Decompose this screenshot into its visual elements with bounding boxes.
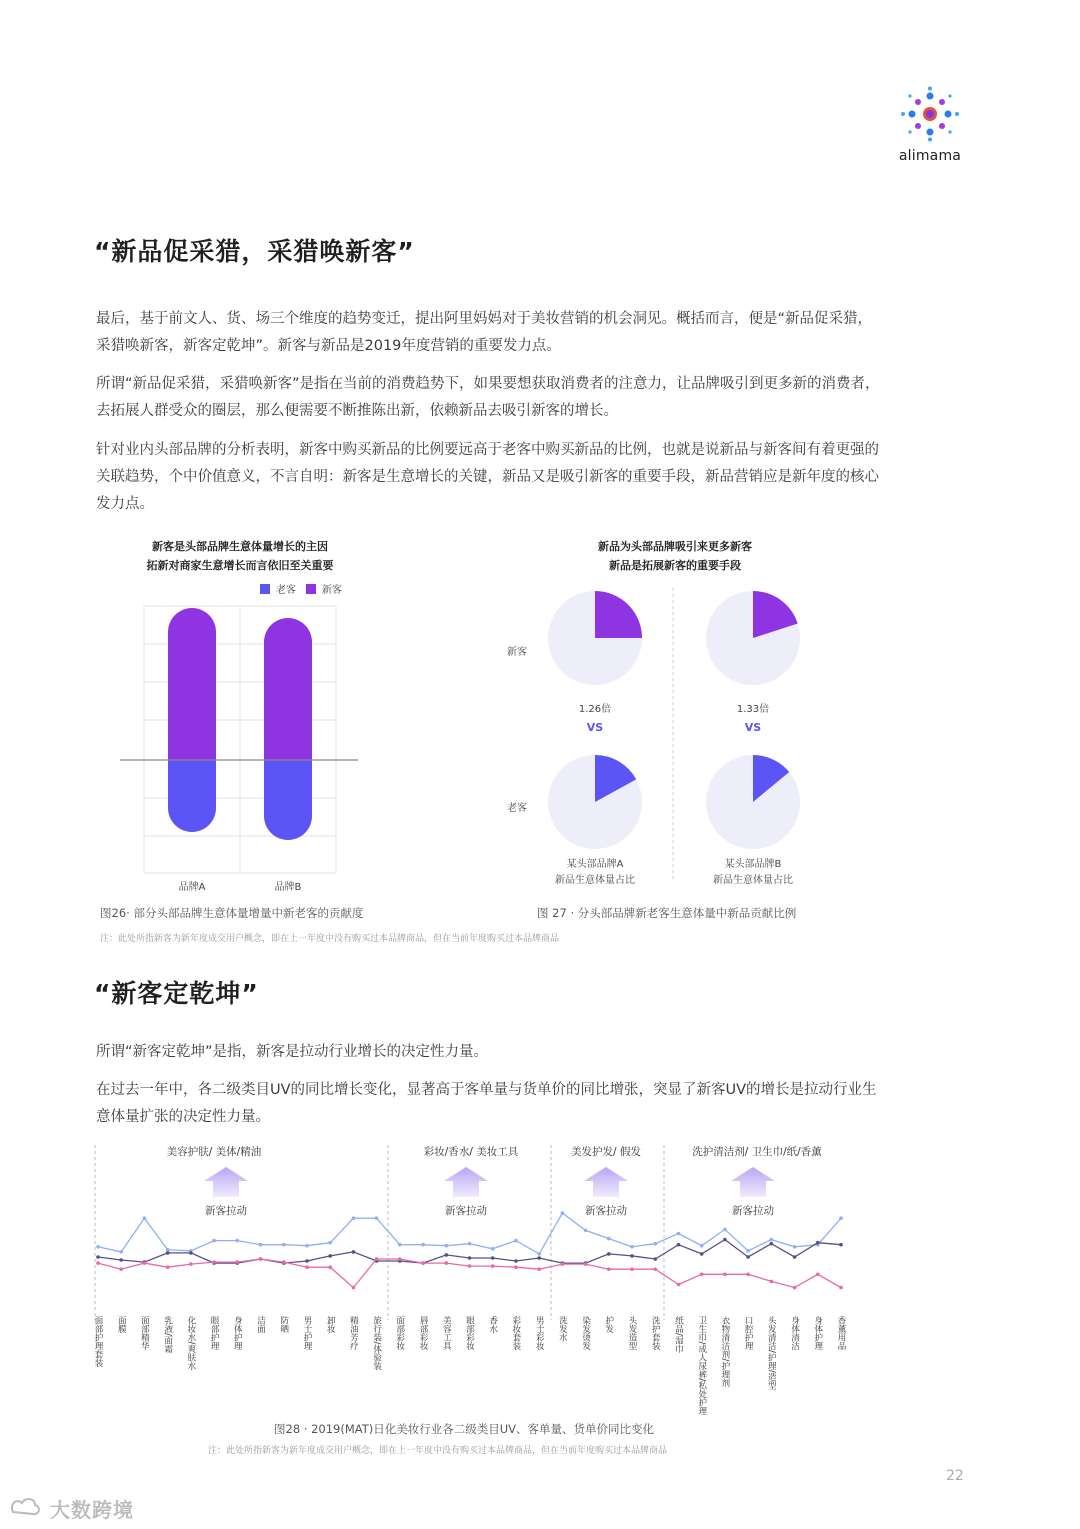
- series-point-2-7: [259, 1257, 263, 1261]
- x-label-29: 头发清洁/护理/造型: [766, 1316, 777, 1390]
- series-point-1-23: [630, 1254, 634, 1258]
- fig28-chart: [94, 1140, 854, 1420]
- legend-label-old: 老客: [276, 585, 296, 596]
- series-point-2-13: [398, 1257, 402, 1261]
- series-point-0-14: [421, 1243, 425, 1247]
- pull-arrow-3: [584, 1167, 628, 1197]
- series-point-0-5: [212, 1239, 216, 1243]
- series-point-0-27: [723, 1228, 727, 1232]
- legend-swatch-new: [306, 584, 316, 594]
- series-point-2-14: [421, 1261, 425, 1265]
- series-point-1-31: [816, 1241, 820, 1245]
- paragraph-4: 所谓“新客定乾坤”是指，新客是拉动行业增长的决定性力量。: [96, 1044, 489, 1060]
- series-point-1-25: [677, 1243, 681, 1247]
- series-point-2-32: [839, 1286, 843, 1290]
- series-point-2-23: [630, 1267, 634, 1271]
- series-point-2-20: [561, 1262, 565, 1266]
- alimama-logo: [890, 86, 970, 164]
- page-number: 22: [946, 1468, 964, 1484]
- x-label-5: 眼部护理: [209, 1316, 220, 1350]
- x-label-2: 面部精华: [139, 1316, 150, 1350]
- x-label-19: 男士彩妆: [534, 1316, 545, 1350]
- series-point-0-12: [375, 1216, 379, 1220]
- series-point-2-28: [746, 1273, 750, 1277]
- brand-b-label1: 某头部品牌B: [724, 859, 782, 870]
- series-point-0-6: [236, 1239, 240, 1243]
- series-point-2-6: [236, 1260, 240, 1264]
- paragraph-5: 在过去一年中，各二级类目UV的同比增长变化，显著高于客单量与货单价的同比增张，突显了新客UV的增长是拉动行业生意体量扩张的决定性力量。: [96, 1082, 877, 1125]
- series-point-1-28: [746, 1255, 750, 1259]
- pie-slice-0: [595, 591, 642, 638]
- series-point-1-9: [305, 1259, 309, 1263]
- series-point-2-11: [352, 1286, 356, 1290]
- group-head-cleaning: 洗护清洁剂/ 卫生巾/纸/香薰: [692, 1146, 822, 1158]
- series-point-0-30: [793, 1245, 797, 1249]
- fig26-bar-chart: [100, 578, 380, 898]
- x-label-23: 头发造型: [627, 1316, 637, 1350]
- series-point-0-13: [398, 1243, 402, 1247]
- series-point-2-10: [328, 1265, 332, 1269]
- watermark: [8, 1494, 134, 1523]
- ratio-brand-b: 1.33倍: [736, 704, 770, 715]
- series-point-1-24: [654, 1257, 658, 1261]
- x-label-1: 面膜: [116, 1316, 127, 1333]
- series-point-2-0: [96, 1261, 100, 1265]
- brand-a-label1: 某头部品牌A: [566, 859, 624, 870]
- series-point-2-30: [793, 1286, 797, 1290]
- x-label-26: 卫生巾/成人尿裤/私处护理: [696, 1316, 707, 1416]
- pull-label-2: 新客拉动: [445, 1205, 487, 1217]
- series-point-1-18: [514, 1259, 518, 1263]
- pies: [548, 591, 800, 849]
- series-point-2-5: [212, 1260, 216, 1264]
- series-point-0-3: [166, 1248, 170, 1252]
- series-point-0-22: [607, 1237, 611, 1241]
- series-point-0-23: [630, 1245, 634, 1249]
- series-point-1-3: [166, 1251, 170, 1255]
- bar-brand-a-old: [168, 760, 216, 832]
- series-point-1-17: [491, 1256, 495, 1260]
- brand-a-label2: 新品生意体量占比: [555, 875, 635, 886]
- series-point-0-24: [654, 1242, 658, 1246]
- series-point-1-0: [96, 1255, 100, 1259]
- section-heading-1: “新品促采猎，采猎唤新客”: [94, 237, 415, 266]
- x-label-21: 染发烫发: [580, 1316, 591, 1350]
- bar-brand-a-new: [168, 608, 216, 760]
- x-label-16: 眼部彩妆: [464, 1316, 475, 1350]
- row-label-old: 老客: [507, 803, 527, 814]
- series-point-0-9: [305, 1244, 309, 1248]
- pull-label-1: 新客拉动: [205, 1205, 247, 1217]
- series-point-1-16: [468, 1256, 472, 1260]
- series-point-1-30: [793, 1255, 797, 1259]
- series-point-1-26: [700, 1252, 704, 1256]
- paragraph-2: 所谓“新品促采猎，采猎唤新客”是指在当前的消费趋势下，如果要想获取消费者的注意力，让品牌吸引到更多新的消费者，去拓展人群受众的圈层，那么便需要不断推陈出新，依赖新品去吸引新客的增长。: [96, 376, 880, 419]
- x-label-8: 防晒: [278, 1316, 289, 1333]
- group-head-hair: 美发护发/ 假发: [571, 1146, 641, 1158]
- fig28-group-dividers: [95, 1145, 664, 1320]
- x-label-6: 身体护理: [232, 1316, 243, 1350]
- series-point-0-16: [468, 1242, 472, 1246]
- series-point-2-19: [537, 1267, 541, 1271]
- series-point-2-18: [514, 1265, 518, 1269]
- fig27-title-line1: 新品为头部品牌吸引来更多新客: [598, 540, 752, 553]
- series-line-0: [98, 1213, 841, 1254]
- x-label-22: 护发: [603, 1316, 614, 1333]
- series-point-2-15: [445, 1261, 449, 1265]
- legend-swatch-old: [260, 584, 270, 594]
- series-point-0-26: [700, 1244, 704, 1248]
- x-label-25: 纸品/湿巾: [673, 1316, 684, 1353]
- series-point-2-26: [700, 1273, 704, 1277]
- x-label-31: 身体护理: [812, 1316, 823, 1350]
- series-point-2-29: [770, 1280, 774, 1284]
- series-point-2-22: [607, 1267, 611, 1271]
- series-point-2-2: [143, 1261, 147, 1265]
- series-point-0-1: [119, 1250, 123, 1254]
- series-point-2-12: [375, 1257, 379, 1261]
- x-label-9: 男士护理: [302, 1316, 312, 1350]
- x-label-20: 洗发水: [557, 1316, 568, 1342]
- fig27-title-line2: 新品是拓展新客的重要手段: [609, 559, 741, 572]
- fig28-lines: [96, 1211, 843, 1289]
- series-point-2-27: [723, 1273, 727, 1277]
- series-point-1-32: [839, 1243, 843, 1247]
- vs-brand-b: VS: [744, 721, 762, 734]
- series-point-2-24: [654, 1267, 658, 1271]
- fig28-note: 注：此处所指新客为新年度成交用户概念，即在上一年度中没有购买过本品牌商品，但在当前年度购买过本品牌商品: [208, 1446, 668, 1456]
- x-label-3: 乳液/面霜: [162, 1316, 173, 1353]
- series-point-0-32: [839, 1216, 843, 1220]
- fig27-caption: 图 27 · 分头部品牌新老客生意体量中新品贡献比例: [537, 906, 797, 920]
- series-point-0-21: [584, 1229, 588, 1233]
- x-label-10: 卸妆: [325, 1316, 336, 1333]
- series-point-1-4: [189, 1251, 193, 1255]
- bar-brand-b-new: [264, 618, 312, 760]
- fig26-caption: 图26· 部分头部品牌生意体量增量中新老客的贡献度: [100, 906, 364, 920]
- ratio-brand-a: 1.26倍: [578, 704, 612, 715]
- x-label-13: 面部彩妆: [394, 1316, 405, 1350]
- fig26-note: 注：此处所指新客为新年度成交用户概念，即在上一年度中没有购买过本品牌商品，但在当前年度购买过本品牌商品: [100, 934, 560, 944]
- series-point-1-29: [770, 1242, 774, 1246]
- series-point-0-20: [561, 1211, 565, 1215]
- paragraph-1: 最后，基于前文人、货、场三个维度的趋势变迁，提出阿里妈妈对于美妆营销的机会洞见。概括而言，便是“新品促采猎，采猎唤新客，新客定乾坤”。新客与新品是2019年度营销的重要发力点。: [96, 311, 873, 354]
- alimama-logo-icon: [894, 86, 966, 142]
- fig26-title-line2: 拓新对商家生意增长而言依旧至关重要: [146, 559, 334, 572]
- bar-brand-b-old: [264, 760, 312, 840]
- x-label-32: 香薰用品: [836, 1316, 846, 1350]
- x-label-14: 唇部彩妆: [418, 1316, 429, 1350]
- x-label-18: 彩妆套装: [510, 1316, 521, 1350]
- section-heading-2: “新客定乾坤”: [94, 979, 259, 1008]
- watermark-text: 大数跨境: [49, 1498, 134, 1522]
- series-point-1-1: [119, 1258, 123, 1262]
- pull-label-3: 新客拉动: [585, 1205, 627, 1217]
- series-point-2-31: [816, 1273, 820, 1277]
- row-label-new: 新客: [507, 647, 527, 658]
- series-point-0-29: [770, 1238, 774, 1242]
- series-point-0-28: [746, 1249, 750, 1253]
- series-point-0-18: [514, 1239, 518, 1243]
- series-point-1-15: [445, 1253, 449, 1257]
- series-point-2-4: [189, 1262, 193, 1266]
- pull-label-4: 新客拉动: [732, 1205, 774, 1217]
- fig26-title: [100, 537, 380, 575]
- series-point-2-17: [491, 1264, 495, 1268]
- fig27-pie-chart: [495, 580, 825, 892]
- x-label-30: 身体清洁: [789, 1316, 800, 1350]
- x-label-brand-b: 品牌B: [274, 882, 302, 893]
- series-point-1-10: [328, 1254, 332, 1258]
- fig26-title-line1: 新客是头部品牌生意体量增长的主因: [152, 540, 328, 553]
- x-label-17: 香水: [487, 1316, 498, 1333]
- series-point-0-10: [328, 1241, 332, 1245]
- x-label-24: 洗护套装: [650, 1316, 661, 1350]
- x-label-12: 旅行装/体验装: [371, 1316, 382, 1370]
- fig28-caption: 图28 · 2019(MAT)日化美妆行业各二级类目UV、客单量、货单价同比变化: [274, 1422, 655, 1436]
- pull-arrows: [204, 1167, 775, 1197]
- series-point-2-8: [282, 1260, 286, 1264]
- watermark-icon: [8, 1495, 42, 1517]
- x-label-27: 衣物清洁剂/护理剂: [719, 1316, 730, 1387]
- series-point-0-0: [96, 1245, 100, 1249]
- fig27-title: [535, 537, 815, 575]
- pull-arrow-4: [731, 1167, 775, 1197]
- series-point-0-2: [143, 1216, 147, 1220]
- pull-arrow-2: [444, 1167, 488, 1197]
- brand-b-label2: 新品生意体量占比: [713, 875, 793, 886]
- vs-brand-a: VS: [586, 721, 604, 734]
- series-point-2-16: [468, 1264, 472, 1268]
- series-point-0-7: [259, 1243, 263, 1247]
- series-point-1-19: [537, 1256, 541, 1260]
- x-label-brand-a: 品牌A: [178, 882, 206, 893]
- series-point-2-3: [166, 1265, 170, 1269]
- series-point-1-27: [723, 1238, 727, 1242]
- x-label-11: 精油芳疗: [348, 1316, 359, 1350]
- series-point-0-11: [352, 1216, 356, 1220]
- x-label-15: 美容工具: [441, 1316, 452, 1350]
- group-head-skincare: 美容护肤/ 美体/精油: [166, 1146, 262, 1158]
- series-point-2-1: [119, 1267, 123, 1271]
- logo-text: alimama: [898, 148, 962, 164]
- x-label-28: 口腔护理: [743, 1316, 754, 1350]
- series-point-0-8: [282, 1243, 286, 1247]
- series-point-2-21: [584, 1262, 588, 1266]
- series-point-0-17: [491, 1247, 495, 1251]
- x-label-0: 面部护理套装: [93, 1316, 103, 1367]
- x-label-4: 化妆水/爽肤水: [185, 1316, 196, 1370]
- x-label-7: 洁面: [255, 1316, 266, 1333]
- fig28-svg: [94, 1140, 854, 1320]
- fig26-legend: [260, 583, 342, 596]
- group-head-makeup: 彩妆/香水/ 美妆工具: [423, 1146, 519, 1158]
- series-point-1-11: [352, 1250, 356, 1254]
- series-line-2: [98, 1259, 841, 1288]
- series-point-2-25: [677, 1283, 681, 1287]
- legend-label-new: 新客: [322, 585, 342, 596]
- series-point-1-22: [607, 1252, 611, 1256]
- paragraph-3: 针对业内头部品牌的分析表明，新客中购买新品的比例要远高于老客中购买新品的比例，也就是说新品与新客间有着更强的关联趋势，个中价值意义，不言自明：新客是生意增长的关键，新品又是吸引新客的重要手段，新品营销应是新年度的核心发力点。: [96, 442, 879, 512]
- series-point-0-19: [537, 1252, 541, 1256]
- series-point-0-15: [445, 1244, 449, 1248]
- series-point-2-9: [305, 1265, 309, 1269]
- series-point-0-25: [677, 1232, 681, 1236]
- pull-arrow-1: [204, 1167, 248, 1197]
